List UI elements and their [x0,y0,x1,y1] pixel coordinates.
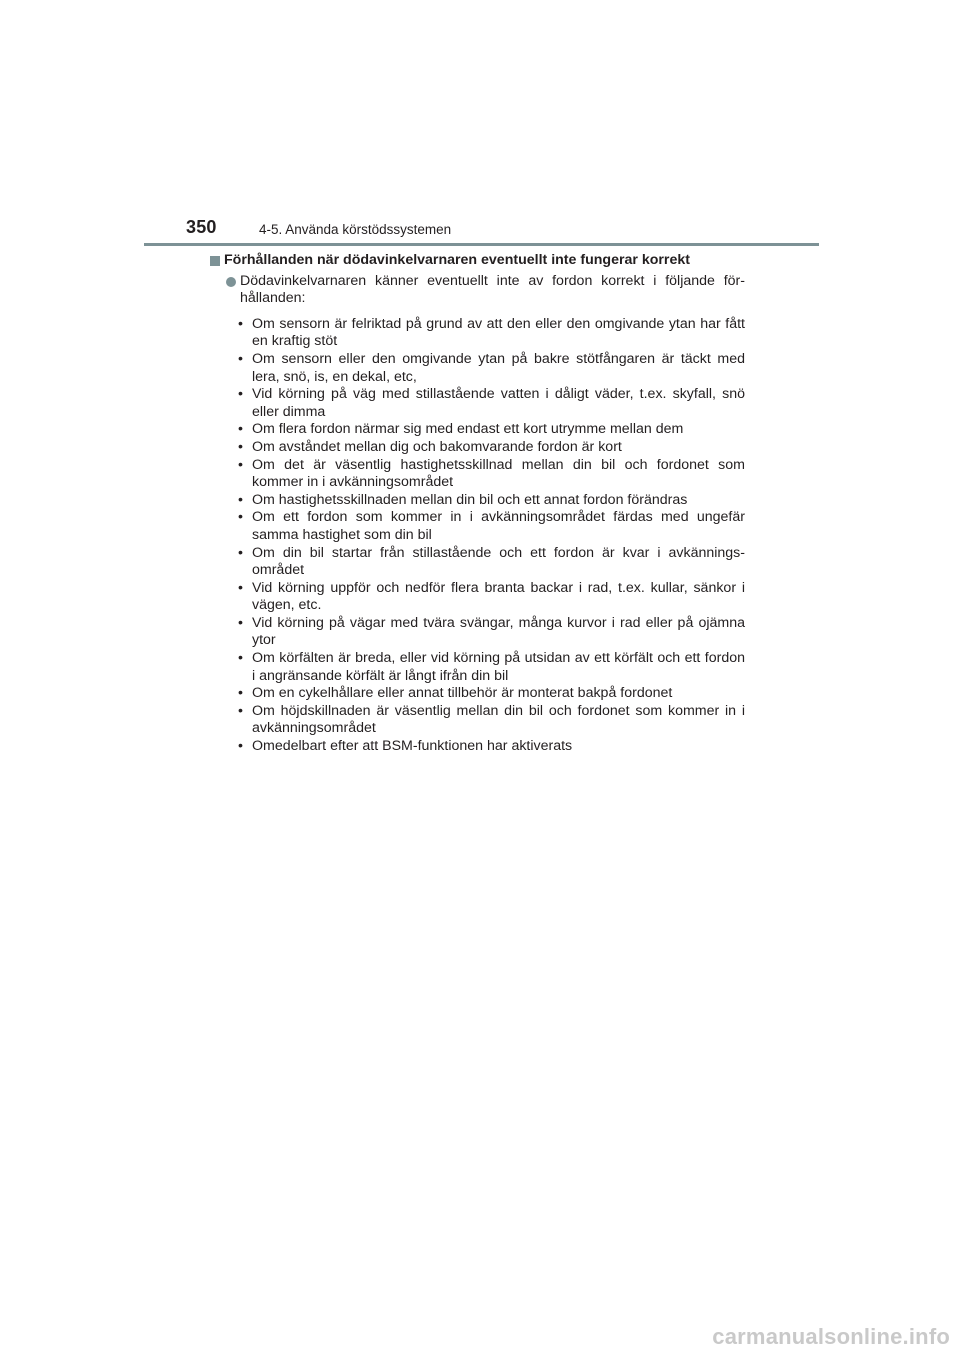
list-item: • Om körfälten är breda, eller vid körning på utsidan av ett körfält och ett fordon i angränsande körfält är långt ifrån din bil [252,650,745,685]
circle-bullet-icon [226,277,236,287]
list-item: • Vid körning på väg med stillastående vatten i dåligt väder, t.ex. skyfall, snö eller dimma [252,386,745,421]
list-item: • Om sensorn eller den omgivande ytan på bakre stötfångaren är täckt med lera, snö, is, en dekal, etc, [252,351,745,386]
list-item: • Omedelbart efter att BSM-funktionen har aktiverats [252,738,745,756]
list-item: • Om din bil startar från stillastående och ett fordon är kvar i avkännings-området [252,545,745,580]
header-rule [144,243,819,246]
list-item: • Vid körning uppför och nedför flera branta backar i rad, t.ex. kullar, sänkor i vägen, etc. [252,580,745,615]
page-number: 350 [186,217,217,237]
list-item: • Vid körning på vägar med tvära svängar, många kurvor i rad eller på ojämna ytor [252,615,745,650]
list-item: • Om flera fordon närmar sig med endast ett kort utrymme mellan dem [252,421,745,439]
chapter-title: 4-5. Använda körstödssystemen [259,222,452,237]
list-item: • Om sensorn är felriktad på grund av att den eller den omgivande ytan har fått en kraftig stöt [252,316,745,351]
watermark: carmanualsonline.info [712,1324,950,1349]
list-item: • Om höjdskillnaden är väsentlig mellan din bil och fordonet som kommer in i avkänningsområdet [252,703,745,738]
list-item: • Om hastighetsskillnaden mellan din bil och ett annat fordon förändras [252,492,745,510]
manual-content [210,252,745,756]
section-heading [210,252,745,270]
list-item: • Om en cykelhållare eller annat tillbehör är monterat bakpå fordonet [252,685,745,703]
list-item: • Om ett fordon som kommer in i avkänningsområdet färdas med ungefär samma hastighet som din bil [252,509,745,544]
intro-paragraph [240,273,745,308]
intro-text: Dödavinkelvarnaren känner eventuellt inte av fordon korrekt i följande för-hållanden: [240,272,745,307]
condition-list [210,316,745,756]
list-item: • Om det är väsentlig hastighetsskillnad mellan din bil och fordonet som kommer in i avkänningsområdet [252,457,745,492]
section-heading-text: Förhållanden när dödavinkelvarnaren eventuellt inte fungerar korrekt [224,252,690,268]
list-item: • Om avståndet mellan dig och bakomvarande fordon är kort [252,439,745,457]
square-bullet-icon [210,256,220,266]
